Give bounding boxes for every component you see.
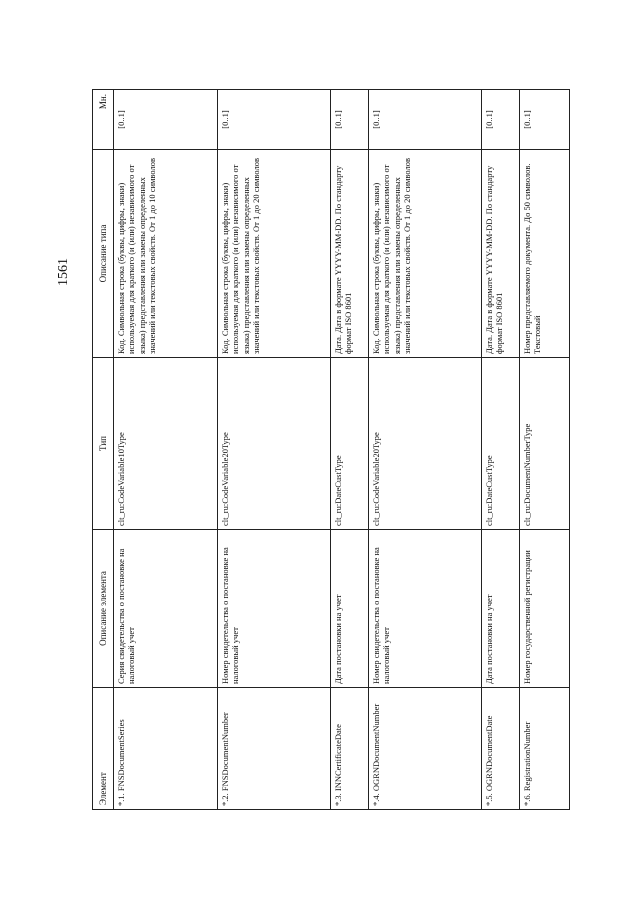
table-row xyxy=(331,90,369,810)
rotated-table-container xyxy=(92,90,568,810)
cell-multiplicity: [0..1] xyxy=(331,90,369,150)
header-type: Тип xyxy=(93,358,114,530)
cell-element: *.3. INNCertificateDate xyxy=(331,688,369,810)
cell-description: Номер государственной регистрации xyxy=(520,530,570,688)
cell-multiplicity: [0..1] xyxy=(369,90,482,150)
cell-element: *.5. OGRNDocumentDate xyxy=(482,688,520,810)
cell-type-description: Код. Символьная строка (буквы, цифры, знаки) используемая для краткого (и (или) независимого от языка) представления или замены определенных значений или текстовых свойств. От 1 до 10 символов xyxy=(114,150,218,358)
cell-type-description: Дата. Дата в формате YYYY-MM-DD. По стандарту формат ISO 8601 xyxy=(482,150,520,358)
cell-type-description: Код. Символьная строка (буквы, цифры, знаки) используемая для краткого (и (или) независимого от языка) представления или замены определенных значений или текстовых свойств. От 1 до 20 символов xyxy=(369,150,482,358)
cell-element: *.1. FNSDocumentSeries xyxy=(114,688,218,810)
cell-element: *.6. RegistrationNumber xyxy=(520,688,570,810)
table-row xyxy=(114,90,218,810)
cell-type-description: Код. Символьная строка (буквы, цифры, знаки) используемая для краткого (и (или) независимого от языка) представления или замены определенных значений или текстовых свойств. От 1 до 20 символов xyxy=(218,150,331,358)
header-description: Описание элемента xyxy=(93,530,114,688)
cell-type: clt_ru:DateCustType xyxy=(331,358,369,530)
cell-type-description: Номер представляемого документа. До 50 символов. Текстовый xyxy=(520,150,570,358)
cell-multiplicity: [0..1] xyxy=(114,90,218,150)
table-row xyxy=(482,90,520,810)
element-spec-table xyxy=(92,89,570,810)
cell-type: clt_ru:CodeVariable20Type xyxy=(218,358,331,530)
header-element: Элемент xyxy=(93,688,114,810)
cell-description: Номер свидетельства о постановке на налоговый учет xyxy=(369,530,482,688)
header-type-description: Описание типа xyxy=(93,150,114,358)
table-row xyxy=(520,90,570,810)
cell-multiplicity: [0..1] xyxy=(520,90,570,150)
cell-element: *.4. OGRNDocumentNumber xyxy=(369,688,482,810)
cell-element: *.2. FNSDocumentNumber xyxy=(218,688,331,810)
cell-type: clt_ru:CodeVariable10Type xyxy=(114,358,218,530)
header-multiplicity: Мн. xyxy=(93,90,114,150)
cell-type: clt_ru:DocumentNumberType xyxy=(520,358,570,530)
cell-description: Дата постановки на учет xyxy=(331,530,369,688)
cell-description: Дата постановки на учет xyxy=(482,530,520,688)
cell-type: clt_ru:CodeVariable20Type xyxy=(369,358,482,530)
cell-description: Серия свидетельства о постановке на налоговый учет xyxy=(114,530,218,688)
table-row xyxy=(218,90,331,810)
table-header-row xyxy=(93,90,114,810)
cell-multiplicity: [0..1] xyxy=(482,90,520,150)
page-number: 1561 xyxy=(56,258,71,286)
table-row xyxy=(369,90,482,810)
cell-type: clt_ru:DateCustType xyxy=(482,358,520,530)
cell-type-description: Дата. Дата в формате YYYY-MM-DD. По стандарту формат ISO 8601 xyxy=(331,150,369,358)
cell-description: Номер свидетельства о постановке на налоговый учет xyxy=(218,530,331,688)
cell-multiplicity: [0..1] xyxy=(218,90,331,150)
